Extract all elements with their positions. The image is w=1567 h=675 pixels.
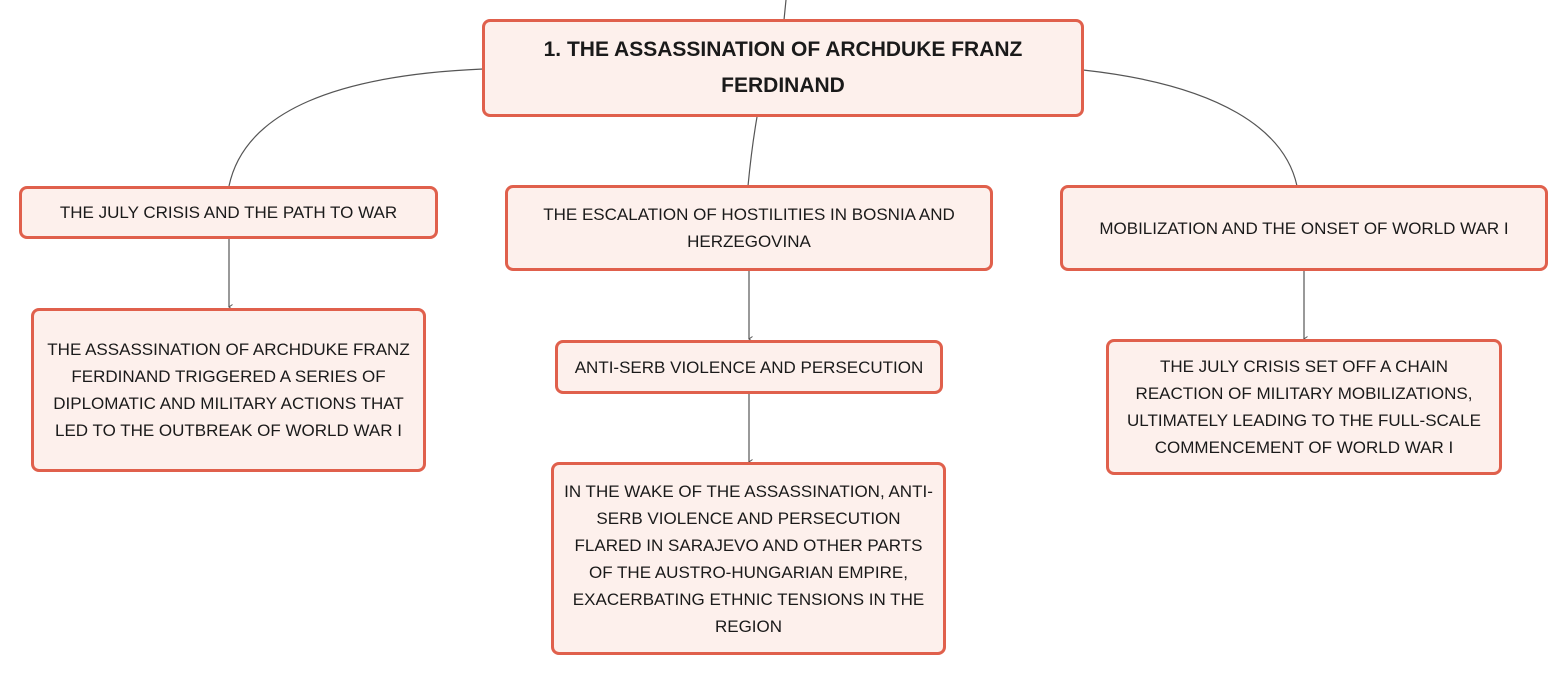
detail-node-mobilization[interactable] — [1106, 339, 1502, 475]
detail-label-july-crisis: THE ASSASSINATION OF ARCHDUKE FRANZ FERDINAND TRIGGERED A SERIES OF DIPLOMATIC AND MILITARY ACTIONS THAT LED TO THE OUTBREAK OF WORLD WAR I — [47, 340, 410, 440]
topic-node-july-crisis[interactable] — [19, 186, 438, 239]
connector-parent-to-root — [784, 0, 786, 20]
subtopic-label-anti-serb: ANTI-SERB VIOLENCE AND PERSECUTION — [574, 357, 924, 377]
detail-label-mobilization: THE JULY CRISIS SET OFF A CHAIN REACTION OF MILITARY MOBILIZATIONS, ULTIMATELY LEADING TO THE FULL-SCALE COMMENCEMENT OF WORLD WAR I — [1127, 357, 1481, 457]
connector-root-to-escalation — [748, 117, 757, 186]
root-topic-label: 1. THE ASSASSINATION OF ARCHDUKE FRANZ FERDINAND — [543, 38, 1023, 97]
connector-root-to-july-crisis — [229, 69, 483, 186]
topic-node-mobilization[interactable] — [1060, 185, 1548, 271]
topic-label-escalation: THE ESCALATION OF HOSTILITIES IN BOSNIA AND HERZEGOVINA — [543, 205, 955, 251]
detail-node-july-crisis[interactable] — [31, 308, 426, 472]
detail-node-anti-serb[interactable] — [551, 462, 946, 655]
topic-node-escalation[interactable] — [505, 185, 993, 271]
subtopic-node-anti-serb[interactable] — [555, 340, 943, 394]
connector-root-to-mobilization — [1083, 70, 1297, 186]
detail-label-anti-serb: IN THE WAKE OF THE ASSASSINATION, ANTI-SERB VIOLENCE AND PERSECUTION FLARED IN SARAJEVO AND OTHER PARTS OF THE AUSTRO-HUNGARIAN EMPIRE, EXACERBATING ETHNIC TENSIONS IN THE REGION — [564, 481, 933, 636]
root-topic-node[interactable] — [482, 19, 1084, 117]
topic-label-july-crisis: THE JULY CRISIS AND THE PATH TO WAR — [59, 203, 398, 222]
topic-label-mobilization: MOBILIZATION AND THE ONSET OF WORLD WAR I — [1099, 218, 1509, 238]
